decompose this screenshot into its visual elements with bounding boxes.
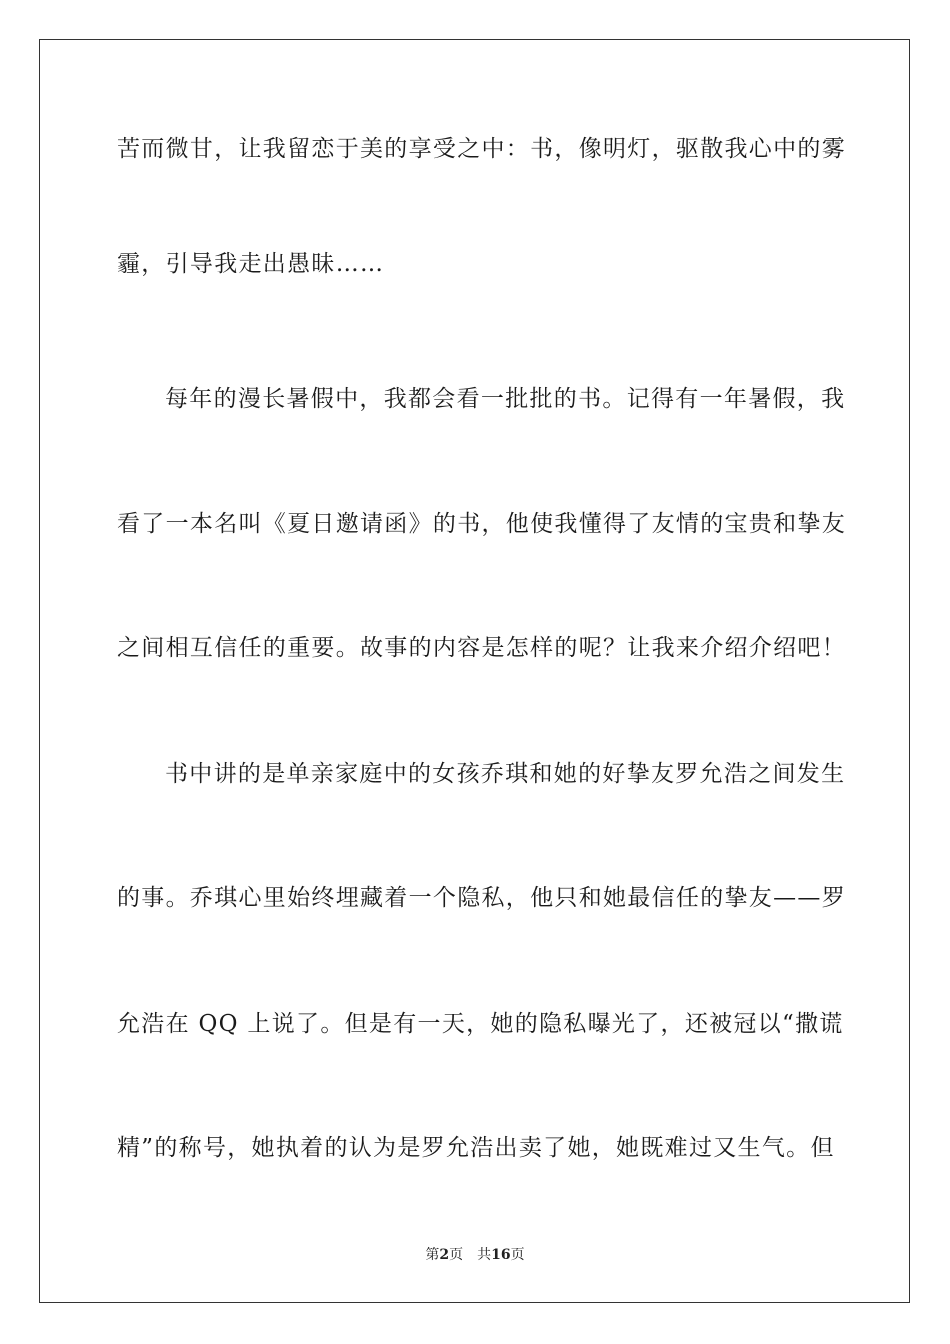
- page-suffix: 页: [449, 1247, 464, 1263]
- text-line-2: 霾，引导我走出愚昧……: [117, 251, 385, 277]
- page-border: [39, 39, 910, 1303]
- text-line-5: 之间相互信任的重要。故事的内容是怎样的呢？让我来介绍介绍吧！: [117, 635, 846, 661]
- total-prefix: 共: [477, 1247, 492, 1263]
- text-line-7: 的事。乔琪心里始终埋藏着一个隐私，他只和她最信任的挚友——罗: [117, 885, 846, 911]
- text-line-8: 允浩在 QQ 上说了。但是有一天，她的隐私曝光了，还被冠以“撒谎: [117, 1011, 844, 1037]
- page-prefix: 第: [425, 1247, 440, 1263]
- text-line-6: 书中讲的是单亲家庭中的女孩乔琪和她的好挚友罗允浩之间发生: [165, 761, 846, 787]
- text-line-1: 苦而微甘，让我留恋于美的享受之中：书，像明灯，驱散我心中的雾: [117, 136, 846, 162]
- text-line-9: 精”的称号，她执着的认为是罗允浩出卖了她，她既难过又生气。但: [117, 1135, 835, 1161]
- page-footer: [0, 1246, 950, 1264]
- total-pages: 16: [491, 1247, 511, 1263]
- text-line-3: 每年的漫长暑假中，我都会看一批批的书。记得有一年暑假，我: [165, 386, 846, 412]
- text-line-4: 看了一本名叫《夏日邀请函》的书，他使我懂得了友情的宝贵和挚友: [117, 511, 846, 537]
- page-number: 2: [439, 1247, 450, 1263]
- total-suffix: 页: [510, 1247, 525, 1263]
